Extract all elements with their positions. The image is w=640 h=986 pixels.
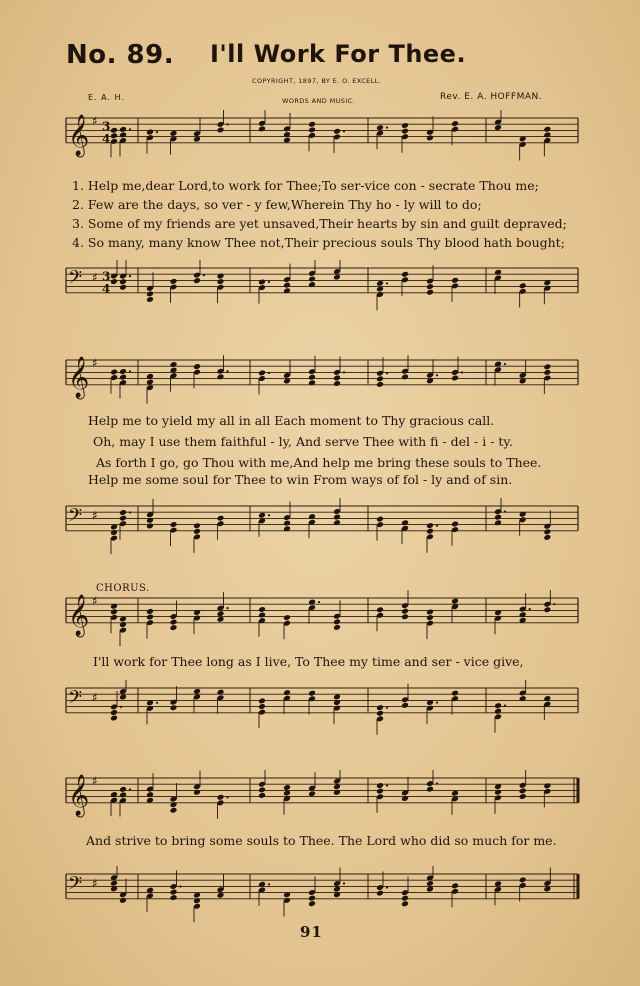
svg-text:𝄞: 𝄞 bbox=[68, 356, 90, 398]
svg-text:3: 3 bbox=[102, 119, 111, 134]
words-and-music-label: WORDS AND MUSIC. bbox=[282, 97, 356, 105]
chorus-line-2: And strive to bring some souls to Thee. The Lord who did so much for me. bbox=[86, 833, 557, 848]
svg-text:𝄢: 𝄢 bbox=[68, 873, 83, 899]
page-number: 91 bbox=[300, 923, 323, 941]
composer-name: Rev. E. A. HOFFMAN. bbox=[440, 92, 543, 102]
svg-text:4: 4 bbox=[102, 131, 111, 146]
lyricist-initials: E. A. H. bbox=[88, 93, 125, 102]
svg-text:𝄞: 𝄞 bbox=[68, 114, 90, 156]
svg-text:♯: ♯ bbox=[92, 774, 98, 789]
svg-text:♯: ♯ bbox=[92, 594, 98, 609]
svg-text:♯: ♯ bbox=[92, 270, 98, 285]
verse-3-line-2: As forth I go, go Thou with me,And help me bring these souls to Thee. bbox=[96, 455, 542, 470]
copyright-notice: COPYRIGHT, 1897, BY E. O. EXCELL. bbox=[252, 77, 382, 85]
svg-text:♯: ♯ bbox=[92, 114, 98, 129]
verse-2-line-2: Oh, may I use them faithful - ly, And serve Thee with fi - del - i - ty. bbox=[93, 434, 513, 449]
svg-text:♯: ♯ bbox=[92, 356, 98, 371]
verse-4-line-1: 4. So many, many know Thee not,Their precious souls Thy blood hath bought; bbox=[72, 235, 565, 250]
svg-text:♯: ♯ bbox=[92, 876, 98, 891]
treble-staff-system-1 bbox=[0, 110, 640, 170]
svg-text:𝄢: 𝄢 bbox=[68, 505, 83, 531]
svg-text:𝄢: 𝄢 bbox=[68, 267, 83, 293]
bass-staff-system-4 bbox=[0, 866, 640, 926]
svg-text:3: 3 bbox=[102, 269, 111, 284]
svg-text:4: 4 bbox=[102, 281, 111, 296]
verse-1-line-2: Help me to yield my all in all Each moment to Thy gracious call. bbox=[88, 413, 495, 428]
svg-text:𝄞: 𝄞 bbox=[68, 594, 90, 636]
chorus-line-1: I'll work for Thee long as I live, To Thee my time and ser - vice give, bbox=[93, 654, 524, 669]
verse-1-line-1: 1. Help me,dear Lord,to work for Thee;To ser-vice con - secrate Thou me; bbox=[72, 178, 539, 193]
treble-staff-system-3 bbox=[0, 590, 640, 650]
verse-2-line-1: 2. Few are the days, so ver - y few,Wherein Thy ho - ly will to do; bbox=[72, 197, 482, 212]
treble-staff-system-4 bbox=[0, 770, 640, 830]
verse-3-line-1: 3. Some of my friends are yet unsaved,Their hearts by sin and guilt depraved; bbox=[72, 216, 567, 231]
svg-text:𝄢: 𝄢 bbox=[68, 687, 83, 713]
svg-text:♯: ♯ bbox=[92, 508, 98, 523]
bass-staff-system-3 bbox=[0, 680, 640, 740]
chorus-label: CHORUS. bbox=[96, 583, 150, 594]
bass-staff-system-2 bbox=[0, 498, 640, 558]
svg-text:𝄞: 𝄞 bbox=[68, 774, 90, 816]
svg-text:♯: ♯ bbox=[92, 690, 98, 705]
hymn-number: No. 89. bbox=[66, 40, 175, 70]
hymn-title: I'll Work For Thee. bbox=[210, 40, 467, 68]
verse-4-line-2: Help me some soul for Thee to win From ways of fol - ly and of sin. bbox=[88, 472, 513, 487]
bass-staff-system-1 bbox=[0, 260, 640, 320]
treble-staff-system-2 bbox=[0, 352, 640, 412]
hymn-header bbox=[0, 0, 640, 110]
